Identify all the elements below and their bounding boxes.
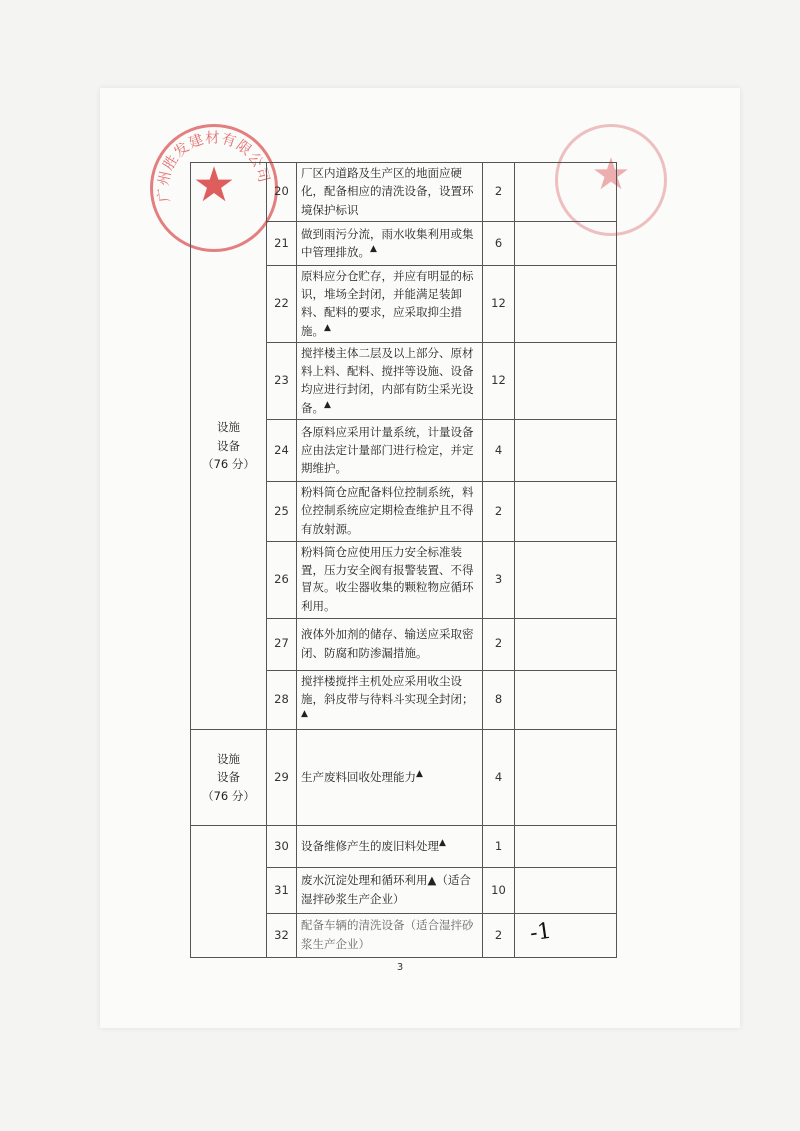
faint-bleedthrough-cell <box>515 266 617 343</box>
item-description <box>297 826 483 868</box>
item-description <box>297 618 483 670</box>
item-description <box>297 163 483 222</box>
faint-bleedthrough-cell <box>515 222 617 266</box>
item-score: 12 <box>483 266 515 343</box>
triangle-mark-icon: ▲ <box>439 838 446 849</box>
item-score: 4 <box>483 420 515 482</box>
item-description <box>297 541 483 618</box>
item-score: 12 <box>483 343 515 420</box>
faint-bleedthrough-cell <box>515 826 617 868</box>
item-description <box>297 266 483 343</box>
item-number: 20 <box>267 163 297 222</box>
faded-seal-star-icon: ★ <box>591 149 631 200</box>
triangle-mark-icon: ▲ <box>324 399 331 410</box>
faint-bleedthrough-cell <box>515 482 617 541</box>
item-description <box>297 868 483 914</box>
item-description <box>297 343 483 420</box>
item-score: 1 <box>483 826 515 868</box>
item-score: 2 <box>483 163 515 222</box>
item-text: 液体外加剂的储存、输送应采取密闭、防腐和防渗漏措施。 <box>301 627 474 660</box>
faint-bleedthrough-cell <box>515 420 617 482</box>
faint-bleedthrough-cell <box>515 730 617 826</box>
item-number: 25 <box>267 482 297 541</box>
item-text: 粉料筒仓应使用压力安全标准装置，压力安全阀有报警装置、不得冒灰。收尘器收集的颗粒物应循环利用。 <box>301 544 474 613</box>
item-number: 31 <box>267 868 297 914</box>
table-row <box>191 730 617 826</box>
item-number: 30 <box>267 826 297 868</box>
item-text: 原料应分仓贮存，并应有明显的标识，堆场全封闭，并能满足装卸料、配料的要求，应采取抑尘措施。 <box>301 269 474 338</box>
triangle-mark-icon: ▲ <box>324 322 331 333</box>
item-score: 2 <box>483 618 515 670</box>
faint-bleedthrough-cell <box>515 868 617 914</box>
item-description <box>297 670 483 729</box>
svg-text:广州胜发建材有限公司: 广州胜发建材有限公司 <box>155 130 272 204</box>
evaluation-table <box>190 162 617 958</box>
item-number: 23 <box>267 343 297 420</box>
seal-star-icon: ★ <box>192 157 236 213</box>
item-text: 厂区内道路及生产区的地面应硬化，配备相应的清洗设备，设置环境保护标识 <box>301 166 474 217</box>
item-description <box>297 914 483 958</box>
triangle-mark-icon: ▲ <box>301 709 308 720</box>
item-score: 4 <box>483 730 515 826</box>
category-cell-bottom: 设施 设备 （76 分） <box>191 730 267 826</box>
item-text: 做到雨污分流，雨水收集利用或集中管理排放。 <box>301 226 474 260</box>
faint-bleedthrough-cell <box>515 541 617 618</box>
triangle-mark-icon: ▲ <box>416 769 423 780</box>
item-text: 粉料筒仓应配备料位控制系统，料位控制系统应定期检查维护且不得有放射源。 <box>301 485 474 536</box>
category-cell-top: 设施 设备 （76 分） <box>191 163 267 730</box>
item-description <box>297 222 483 266</box>
item-description <box>297 482 483 541</box>
item-number: 21 <box>267 222 297 266</box>
faint-bleedthrough-cell <box>515 343 617 420</box>
item-number: 29 <box>267 730 297 826</box>
item-number: 26 <box>267 541 297 618</box>
category-cell-empty <box>191 826 267 958</box>
item-number: 24 <box>267 420 297 482</box>
item-text: 搅拌楼搅拌主机处应采用收尘设施，斜皮带与待料斗实现全封闭； <box>301 673 474 706</box>
item-score: 2 <box>483 482 515 541</box>
item-number: 22 <box>267 266 297 343</box>
table-row <box>191 826 617 868</box>
faint-bleedthrough-cell <box>515 618 617 670</box>
item-text: 搅拌楼主体二层及以上部分、原材料上料、配料、搅拌等设施、设备均应进行封闭，内部有防尘采光设备。 <box>301 346 474 415</box>
handwritten-mark: -1 <box>528 918 554 947</box>
item-number: 28 <box>267 670 297 729</box>
item-description <box>297 420 483 482</box>
item-text: 设备维修产生的废旧料处理 <box>301 839 439 854</box>
item-score: 2 <box>483 914 515 958</box>
faint-bleedthrough-cell <box>515 670 617 729</box>
item-number: 32 <box>267 914 297 958</box>
item-text: 生产废料回收处理能力 <box>301 770 416 785</box>
triangle-mark-icon: ▲ <box>370 244 377 255</box>
page-number: 3 <box>396 962 404 973</box>
faint-bleedthrough-cell <box>515 163 617 222</box>
item-score: 8 <box>483 670 515 729</box>
item-description <box>297 730 483 826</box>
item-text: 废水沉淀处理和循环利用▲（适合湿拌砂浆生产企业） <box>301 873 471 906</box>
table-row <box>191 163 617 222</box>
item-text: 配备车辆的清洗设备（适合湿拌砂浆生产企业） <box>301 918 474 951</box>
item-score: 10 <box>483 868 515 914</box>
item-number: 27 <box>267 618 297 670</box>
item-score: 6 <box>483 222 515 266</box>
item-score: 3 <box>483 541 515 618</box>
item-text: 各原料应采用计量系统，计量设备应由法定计量部门进行检定，并定期维护。 <box>301 424 474 476</box>
